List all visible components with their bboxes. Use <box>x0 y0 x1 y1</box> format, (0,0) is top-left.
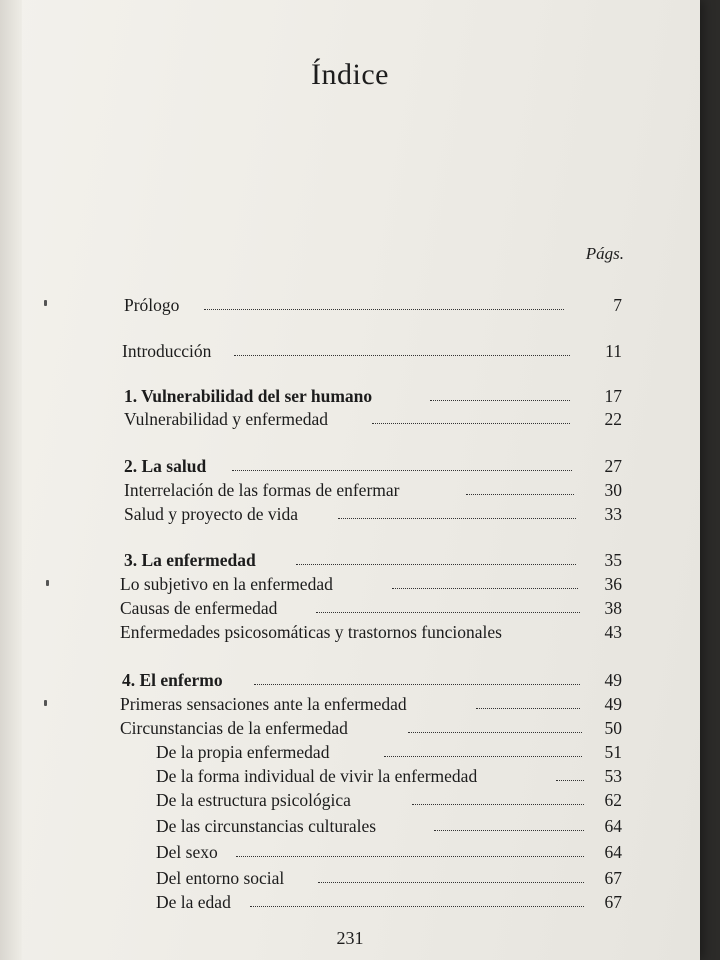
dot-leader <box>384 756 582 757</box>
toc-entry-title: De la edad <box>156 892 231 912</box>
toc-entry-page: 67 <box>604 868 622 888</box>
toc-entry-page: 64 <box>604 816 622 836</box>
toc-entry-page: 7 <box>613 295 622 315</box>
toc-entry-page: 53 <box>604 766 622 786</box>
toc-subentry <box>0 888 700 916</box>
toc-entry-title: Del entorno social <box>156 868 285 888</box>
dot-leader <box>392 588 578 589</box>
toc-entry-title: Interrelación de las formas de enfermar <box>124 480 400 500</box>
toc-entry-page: 36 <box>604 574 622 594</box>
binding-mark <box>44 300 47 306</box>
pages-column-header: Págs. <box>585 244 624 263</box>
dot-leader <box>316 612 580 613</box>
toc-entry-page: 64 <box>604 842 622 862</box>
dot-leader <box>372 423 570 424</box>
toc-entry-title: Del sexo <box>156 842 218 862</box>
toc-entry <box>0 618 700 646</box>
dot-leader <box>204 309 564 310</box>
dot-leader <box>236 856 584 857</box>
toc-entry-title: 4. El enfermo <box>122 670 223 690</box>
dot-leader <box>556 780 584 781</box>
toc-subentry <box>0 786 700 814</box>
dot-leader <box>232 470 572 471</box>
toc-entry-title: Causas de enfermedad <box>120 598 278 618</box>
dot-leader <box>412 804 584 805</box>
dot-leader <box>476 708 580 709</box>
binding-mark <box>46 580 49 586</box>
toc-subentry <box>0 838 700 866</box>
toc-entry-page: 49 <box>604 694 622 714</box>
toc-subentry <box>0 812 700 840</box>
dot-leader <box>466 494 574 495</box>
dot-leader <box>296 564 576 565</box>
dot-leader <box>408 732 582 733</box>
toc-entry <box>0 500 700 528</box>
toc-entry-page: 35 <box>604 550 622 570</box>
toc-entry-title: De las circunstancias culturales <box>156 816 377 836</box>
dot-leader <box>430 400 570 401</box>
toc-entry-page: 17 <box>604 386 622 406</box>
dot-leader <box>250 906 584 907</box>
toc-entry-page: 27 <box>604 456 622 476</box>
toc-entry-title: Enfermedades psicosomáticas y trastornos funcionales <box>120 622 502 642</box>
toc-entry-title: 3. La enfermedad <box>124 550 256 570</box>
dot-leader <box>318 882 584 883</box>
toc-entry-page: 50 <box>604 718 622 738</box>
toc-entry-page: 51 <box>604 742 622 762</box>
toc-entry-title: De la forma individual de vivir la enfermedad <box>156 766 478 786</box>
toc-entry-page: 30 <box>604 480 622 500</box>
dot-leader <box>254 684 580 685</box>
toc-entry-title: Prólogo <box>124 295 180 315</box>
binding-mark <box>44 700 47 706</box>
toc-entry-page: 67 <box>604 892 622 912</box>
toc-entry-title: Introducción <box>122 341 212 361</box>
toc-entry-page: 38 <box>604 598 622 618</box>
toc-entry-page: 22 <box>604 409 622 429</box>
toc-entry-title: Primeras sensaciones ante la enfermedad <box>120 694 407 714</box>
toc-entry-title: Salud y proyecto de vida <box>124 504 298 524</box>
toc-entry-title: Vulnerabilidad y enfermedad <box>124 409 329 429</box>
toc-entry-title: Lo subjetivo en la enfermedad <box>120 574 333 594</box>
toc-entry <box>0 291 700 319</box>
dot-leader <box>338 518 576 519</box>
dot-leader <box>234 355 570 356</box>
toc-entry-page: 49 <box>604 670 622 690</box>
toc-entry-title: Circunstancias de la enfermedad <box>120 718 348 738</box>
toc-entry <box>0 337 700 365</box>
page-number: 231 <box>336 928 364 948</box>
dot-leader <box>434 830 584 831</box>
toc-entry-title: 1. Vulnerabilidad del ser humano <box>124 386 373 406</box>
toc-entry <box>0 405 700 433</box>
toc-entry-page: 11 <box>605 341 622 361</box>
toc-entry-page: 43 <box>604 622 622 642</box>
toc-entry-page: 62 <box>604 790 622 810</box>
page-title: Índice <box>311 58 389 91</box>
toc-entry-title: De la propia enfermedad <box>156 742 330 762</box>
toc-entry-page: 33 <box>604 504 622 524</box>
toc-entry-title: De la estructura psicológica <box>156 790 351 810</box>
toc-entry-title: 2. La salud <box>124 456 207 476</box>
